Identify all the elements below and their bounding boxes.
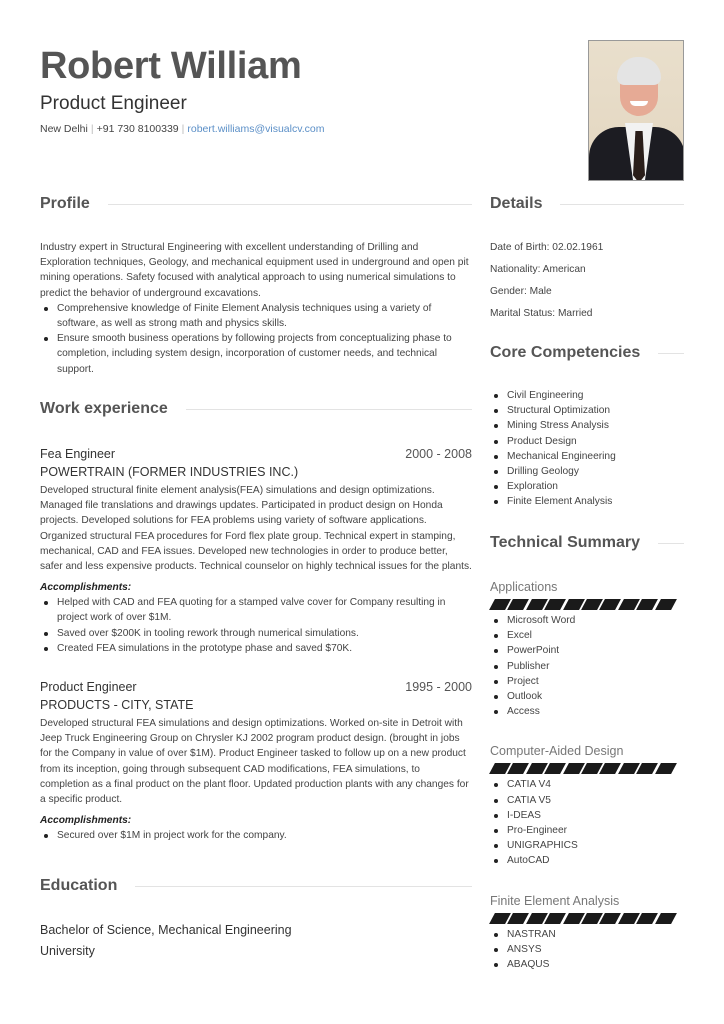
email-link[interactable]: robert.williams@visualcv.com xyxy=(187,123,325,135)
job-company: POWERTRAIN (FORMER INDUSTRIES INC.) xyxy=(40,465,299,479)
list-item: Product Design xyxy=(490,434,684,449)
list-item: Comprehensive knowledge of Finite Element Analysis techniques using a variety of software, as well as strong math and physics skills. xyxy=(40,301,472,331)
list-item: ABAQUS xyxy=(490,957,684,972)
list-item: NASTRAN xyxy=(490,927,684,942)
job-title: Fea Engineer xyxy=(40,447,116,461)
list-item: Helped with CAD and FEA quoting for a stamped valve cover for Company resulting in project work of over $1M. xyxy=(40,595,472,625)
list-item: Created FEA simulations in the prototype phase and saved $70K. xyxy=(40,641,472,656)
technical-heading: Technical Summary xyxy=(490,534,684,552)
detail-dob: Date of Birth: 02.02.1961 xyxy=(490,242,604,253)
phone: +91 730 8100339 xyxy=(96,123,179,135)
list-item: CATIA V5 xyxy=(490,793,684,808)
work-heading: Work experience xyxy=(40,400,472,418)
location: New Delhi xyxy=(40,123,88,135)
technical-section xyxy=(490,534,684,972)
competencies-list xyxy=(490,388,684,510)
profile-heading: Profile xyxy=(40,195,472,213)
profile-bullets xyxy=(40,301,472,377)
skill-group xyxy=(490,893,684,973)
list-item: UNIGRAPHICS xyxy=(490,838,684,853)
skill-group-title: Applications xyxy=(490,580,558,594)
list-item: Mechanical Engineering xyxy=(490,449,684,464)
contact-line xyxy=(40,122,560,136)
competencies-section xyxy=(490,344,684,510)
list-item: Exploration xyxy=(490,479,684,494)
candidate-title: Product Engineer xyxy=(40,93,187,114)
divider xyxy=(186,409,472,410)
divider xyxy=(560,204,684,205)
job-entry xyxy=(40,679,472,843)
separator: | xyxy=(181,123,185,135)
list-item: Mining Stress Analysis xyxy=(490,418,684,433)
detail-marital-status: Marital Status: Married xyxy=(490,308,593,319)
profile-section xyxy=(40,195,472,377)
skill-list xyxy=(490,927,684,973)
list-item: Civil Engineering xyxy=(490,388,684,403)
detail-gender: Gender: Male xyxy=(490,286,552,297)
resume-header xyxy=(40,42,560,136)
skill-level-bar xyxy=(492,599,684,610)
separator: | xyxy=(90,123,94,135)
details-section xyxy=(490,195,684,325)
skill-level-bar xyxy=(492,763,684,774)
skill-level-bar xyxy=(492,913,684,924)
job-title: Product Engineer xyxy=(40,680,137,695)
job-description: Developed structural finite element analysis(FEA) simulations and design optimizations. Managed file translations and drawings updates. Participated in product design on Honda projects. Developed solutions for FEA problems using variety of software applications. Organized structural FEA procedures for Ford flex plate group. Technical expert in stamping, mechanical, CAD and FEA issues. Developed new technologies in order to produce better, safer and less expensive products. Technical counselor on highly technical issues for the plants. xyxy=(40,485,472,573)
job-description: Developed structural FEA simulations and design optimizations. Worked on-site in Detroit with Jeep Truck Engineering Group on Chrysler KJ 2002 program product design. (brought in jobs for the Company in value of over $1M). Product Engineer tasked to follow up on a new product from its inception, going through subsequent CAD modifications, FEA simulations, to completion as a final product on the plant floor. Updated production plants with any changes for a specific product. xyxy=(40,718,469,806)
skill-list xyxy=(490,613,684,719)
list-item: Project xyxy=(490,674,684,689)
list-item: Saved over $200K in tooling rework through numerical simulations. xyxy=(40,626,472,641)
accomplishments-list xyxy=(40,828,472,843)
accomplishments-label: Accomplishments: xyxy=(40,815,132,827)
education-section xyxy=(40,877,472,962)
profile-summary: Industry expert in Structural Engineering with excellent understanding of Drilling and Exploration techniques, Geology, and mechanical equipment used in underground and open pit mining operations. Safety focused with analytical approach to using numerical simulations to predict the behavior of underground excavations. xyxy=(40,242,469,299)
divider xyxy=(658,543,684,544)
list-item: Finite Element Analysis xyxy=(490,494,684,509)
job-dates: 1995 - 2000 xyxy=(405,680,472,695)
job-dates: 2000 - 2008 xyxy=(405,447,472,461)
list-item: Secured over $1M in project work for the company. xyxy=(40,828,472,843)
job-entry xyxy=(40,446,472,656)
candidate-name: Robert William xyxy=(40,45,302,87)
list-item: Pro-Engineer xyxy=(490,823,684,838)
skill-group-title: Computer-Aided Design xyxy=(490,744,624,759)
competencies-heading: Core Competencies xyxy=(490,344,684,362)
accomplishments-list xyxy=(40,595,472,656)
list-item: Publisher xyxy=(490,659,684,674)
list-item: Access xyxy=(490,704,684,719)
work-section xyxy=(40,400,472,843)
divider xyxy=(108,204,472,205)
divider xyxy=(135,886,472,887)
list-item: Ensure smooth business operations by following projects from conceptualizing phase to completion, including system design, incorporation of customer needs, and technical support. xyxy=(40,331,472,377)
job-company: PRODUCTS - CITY, STATE xyxy=(40,698,194,713)
skill-group xyxy=(490,743,684,868)
accomplishments-label: Accomplishments: xyxy=(40,582,132,594)
details-heading: Details xyxy=(490,195,684,213)
education-school: University xyxy=(40,944,95,958)
list-item: Excel xyxy=(490,628,684,643)
list-item: Outlook xyxy=(490,689,684,704)
list-item: ANSYS xyxy=(490,942,684,957)
divider xyxy=(658,353,684,354)
list-item: Drilling Geology xyxy=(490,464,684,479)
list-item: CATIA V4 xyxy=(490,777,684,792)
list-item: Microsoft Word xyxy=(490,613,684,628)
skill-group xyxy=(490,579,684,719)
list-item: I-DEAS xyxy=(490,808,684,823)
list-item: AutoCAD xyxy=(490,853,684,868)
list-item: Structural Optimization xyxy=(490,403,684,418)
skill-group-title: Finite Element Analysis xyxy=(490,893,620,908)
education-degree: Bachelor of Science, Mechanical Engineering xyxy=(40,923,292,937)
education-heading: Education xyxy=(40,877,472,895)
detail-nationality: Nationality: American xyxy=(490,264,586,275)
skill-list xyxy=(490,777,684,868)
list-item: PowerPoint xyxy=(490,643,684,658)
profile-photo xyxy=(588,40,684,181)
